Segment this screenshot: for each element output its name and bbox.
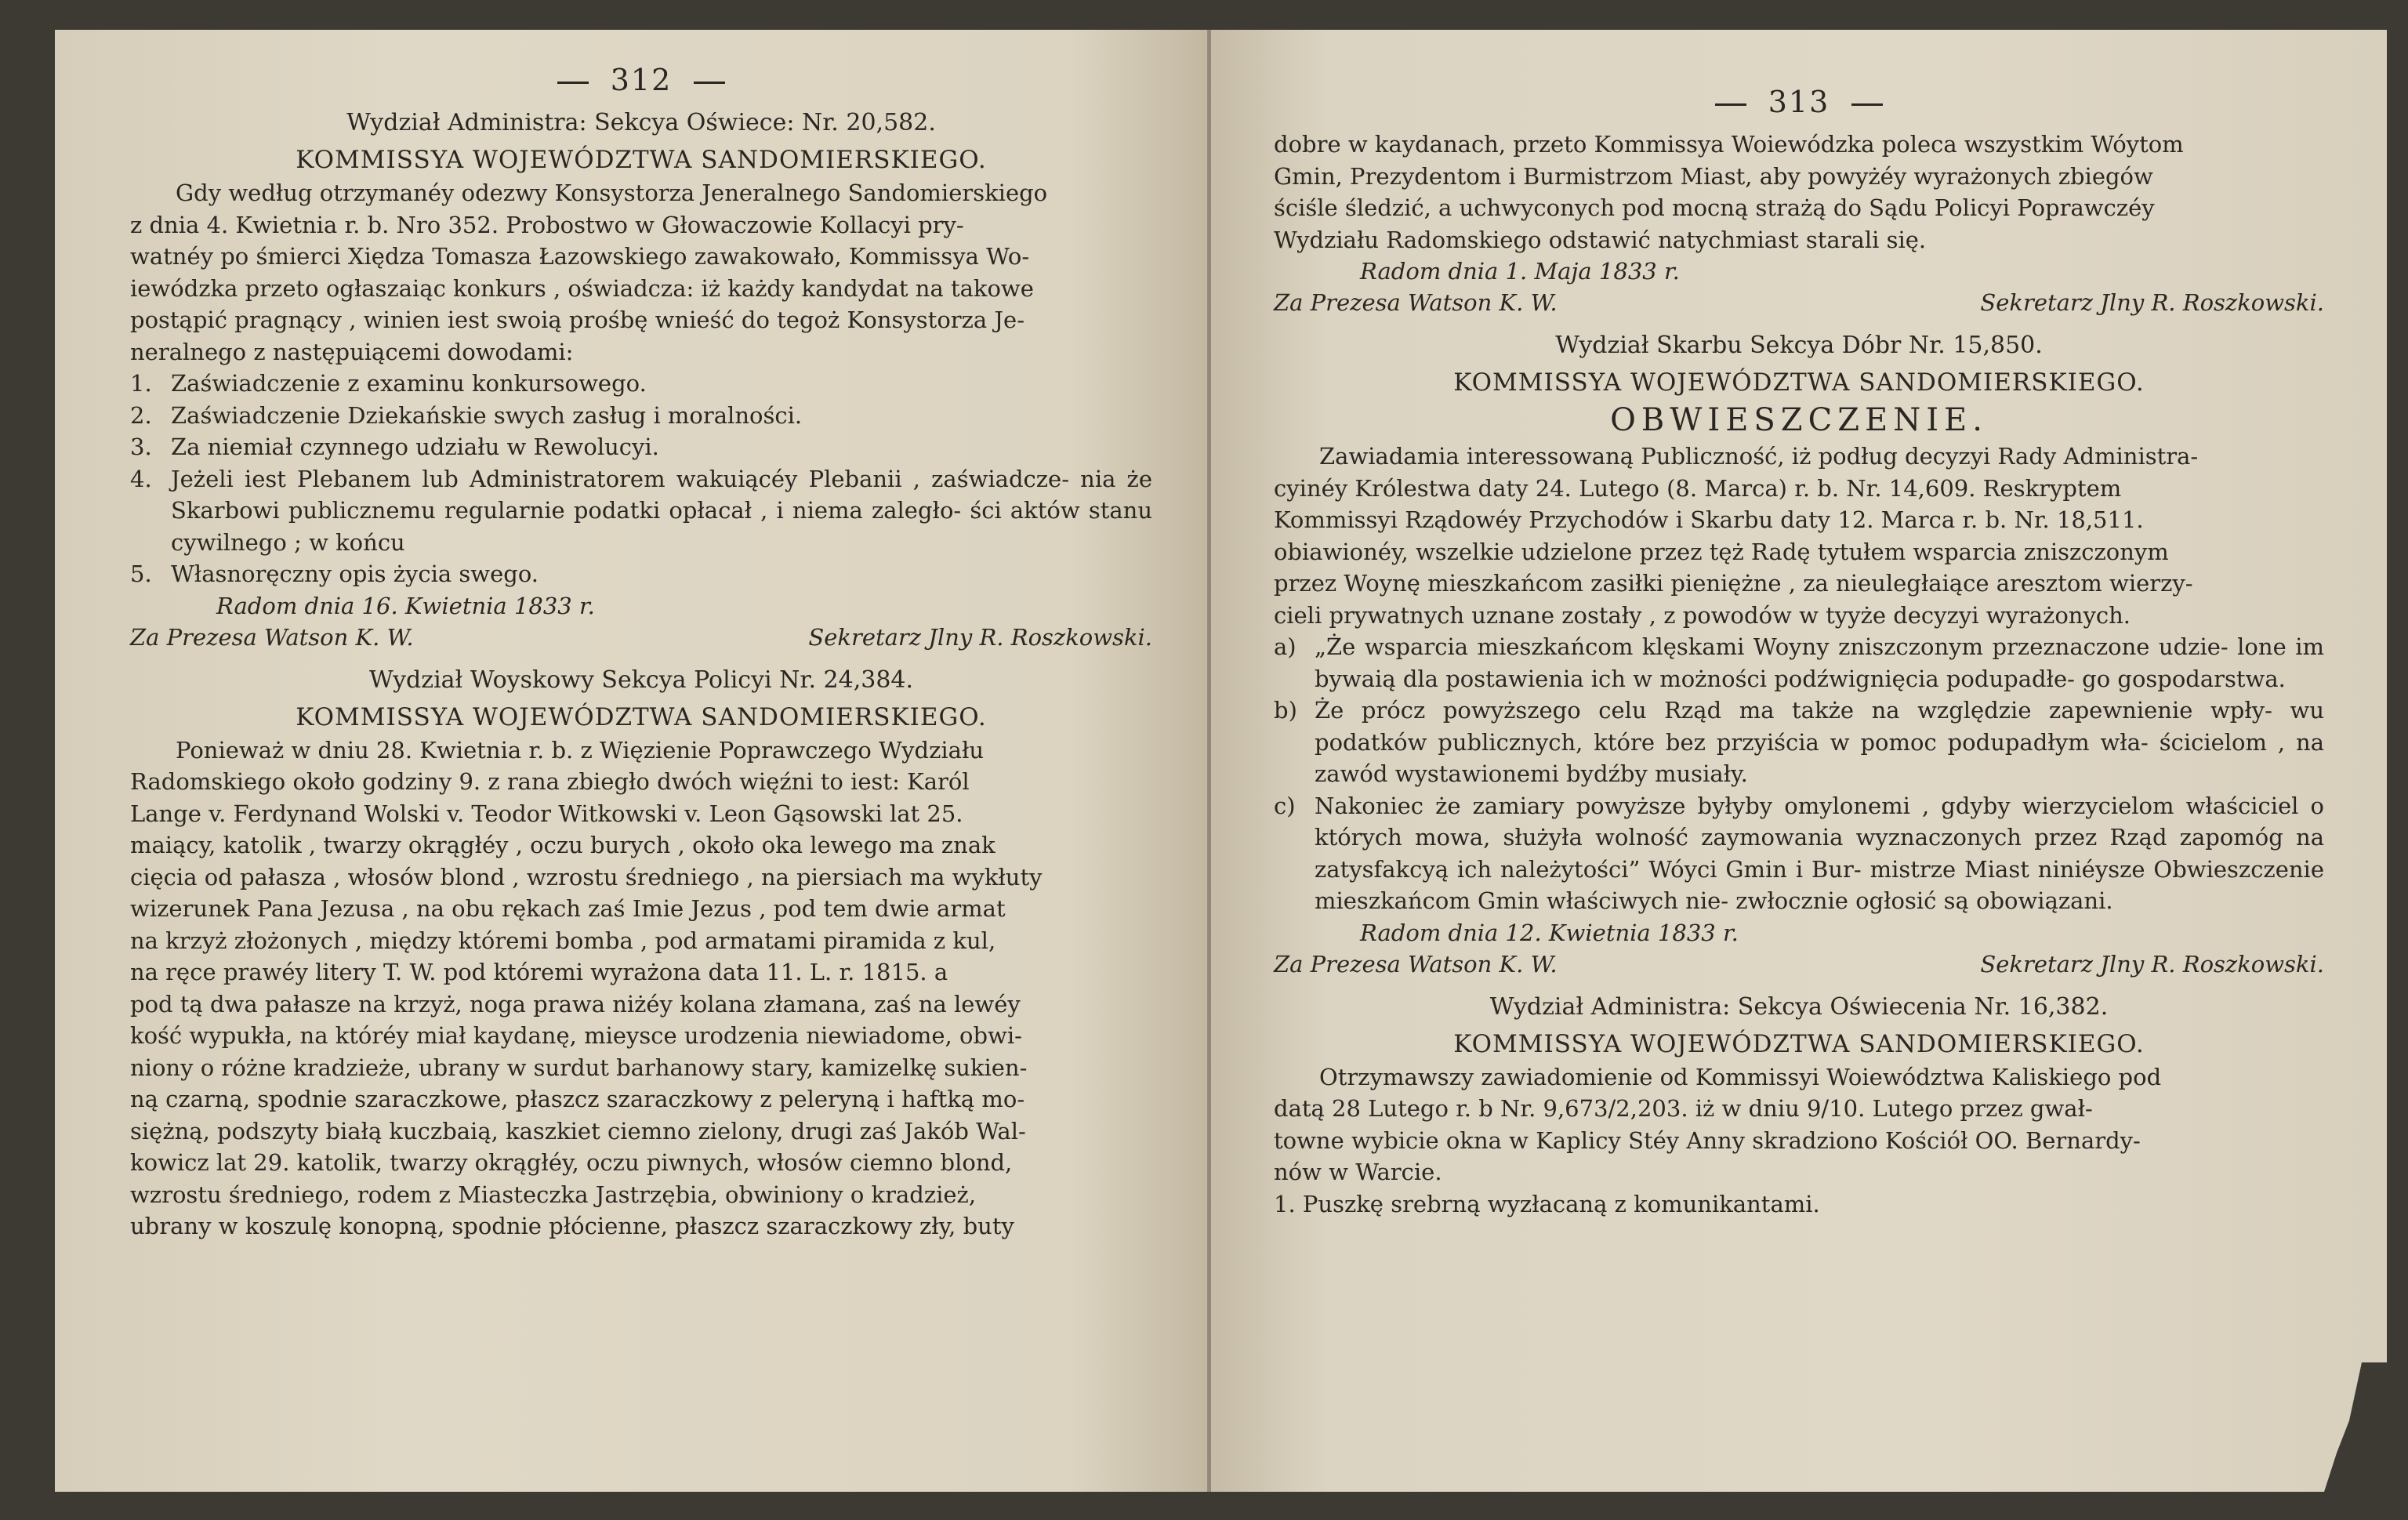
notice-paragraph: Otrzymawszy zawiadomienie od Kommissyi Woiewództwa Kaliskiego pod datą 28 Lutego r. b Nr. 9,673/2,203. iż w dniu 9/10. Lutego przez gwał- towne wybicie okna w Kaplicy Stéy Anny skradziono Kościół OO. Bernardy- nów w Warcie. 1. Puszkę srebrną wyzłacaną z komunikantami. bbox=[1274, 1061, 2324, 1221]
list-item: 1. Puszkę srebrną wyzłacaną z komunikantami. bbox=[1274, 1190, 1820, 1217]
page-number-right: 313 bbox=[1274, 85, 2324, 119]
signature-president: Za Prezesa Watson K. W. bbox=[1274, 289, 1558, 316]
list-item: c) Nakoniec że zamiary powyższe byłyby omylonemi , gdyby wierzycielom właściciel o których mowa, służyła wolność zaymowania wyznaczonych przez Rząd zapomóg na zatysfakcyą ich należytości” Wóyci Gmin i Bur- mistrze Miast niniéysze Obwieszczenie mieszkańcom Gmin właściwych nie- zwłocznie ogłosić są obowiązani. bbox=[1274, 792, 2324, 914]
office-header: Wydział Skarbu Sekcya Dóbr Nr. 15,850. bbox=[1555, 332, 2043, 359]
torn-page-corner bbox=[2324, 1362, 2387, 1492]
book-spread bbox=[55, 30, 2387, 1492]
signature-secretary: Sekretarz Jlny R. Roszkowski. bbox=[1980, 950, 2324, 978]
date-line: Radom dnia 12. Kwietnia 1833 r. bbox=[1360, 919, 1739, 946]
list-item: a) „Że wsparcia mieszkańcom klęskami Woyny zniszczonym przeznaczone udzie- lone im bywaią dla postawienia ich w możności podźwignięcia podupadłe- go gospodarstwa. bbox=[1274, 633, 2324, 692]
commission-header: KOMMISSYA WOJEWÓDZTWA SANDOMIERSKIEGO. bbox=[296, 146, 987, 174]
right-page bbox=[1211, 30, 2387, 1492]
date-line: Radom dnia 1. Maja 1833 r. bbox=[1360, 258, 1680, 285]
signature-line bbox=[1274, 287, 2324, 318]
left-page bbox=[55, 30, 1207, 1492]
notice-paragraph: Gdy według otrzymanéy odezwy Konsystorza Jeneralnego Sandomierskiego z dnia 4. Kwietnia r. b. Nro 352. Probostwo w Głowaczowie Kollacyi pry- watnéy po śmierci Xiędza Tomasza Łazowskiego zawakowało, Kommissya Wo- iewódzka przeto ogłaszaiąc konkurs , oświadcza: iż każdy kandydat na takowe postąpić pragnący , winien iest swoią prośbę wnieść do tegoż Konsystorza Je- neralnego z następuiącemi dowodami: bbox=[130, 180, 1048, 365]
reasons-list bbox=[1274, 631, 2324, 917]
list-item: 5. Własnoręczny opis życia swego. bbox=[130, 560, 539, 587]
notice-paragraph: Zawiadamia interessowaną Publiczność, iż podług decyzyi Rady Administra- cyinéy Królestwa daty 24. Lutego (8. Marca) r. b. Nr. 14,609. Reskryptem Kommissyi Rządowéy Przychodów i Skarbu daty 12. Marca r. b. Nr. 18,511. obiawionéy, wszelkie udzielone przez tęż Radę tytułem wsparcia zniszczonym przez Woynę mieszkańcom zasiłki pieniężne , za nieuległaiące aresztom wierzy- cieli prywatnych uznane zostały , z powodów w tyyże decyzyi wyrażonych. bbox=[1274, 443, 2199, 629]
list-item: 4. Jeżeli iest Plebanem lub Administratorem wakuiącéy Plebanii , zaświadcze- nia że Skarbowi publicznemu regularnie podatki opłacał , i niema zaległo- ści aktów stanu cywilnego ; w końcu bbox=[130, 465, 1152, 556]
list-item: 3. Za niemiał czynnego udziału w Rewolucyi. bbox=[130, 434, 659, 460]
office-header: Wydział Administra: Sekcya Oświecenia Nr. 16,382. bbox=[1489, 992, 2109, 1021]
signature-secretary: Sekretarz Jlny R. Roszkowski. bbox=[808, 623, 1152, 651]
signature-president: Za Prezesa Watson K. W. bbox=[1274, 950, 1558, 978]
notice-paragraph: Ponieważ w dniu 28. Kwietnia r. b. z Więzienie Poprawczego Wydziału Radomskiego około godziny 9. z rana zbiegło dwóch więźni to iest: Karól Lange v. Ferdynand Wolski v. Teodor Witkowski v. Leon Gąsowski lat 25. maiący, katolik , twarzy okrągłéy , oczu burych , około oka lewego ma znak cięcia od pałasza , włosów blond , wzrostu średniego , na piersiach ma wykłuty wizerunek Pana Jezusa , na obu rękach zaś Imie Jezus , pod tem dwie armat na krzyż złożonych , między któremi bomba , pod armatami piramida z kul, na ręce prawéy litery T. W. pod któremi wyrażona data 11. L. r. 1815. a pod tą dwa pałasze na krzyż, noga prawa niżéy kolana złamana, zaś na lewéy kość wypukła, na któréy miał kaydanę, mieysce urodzenia niewiadome, obwi- niony o różne kradzieże, ubrany w surdut barhanowy stary, kamizelkę sukien- ną czarną, spodnie szaraczkowe, płaszcz szaraczkowy z peleryną i haftką mo- siężną, podszyty białą kuczbaią, kaszkiet ciemno zielony, drugi zaś Jakób Wal- kowicz lat 29. katolik, twarzy okrągłéy, oczu piwnych, włosów ciemno blond, wzrostu średniego, rodem z Miasteczka Jastrzębia, obwiniony o kradzież, ubrany w koszulę konopną, spodnie płócienne, płaszcz szaraczkowy zły, buty bbox=[130, 736, 1043, 1239]
office-header: Wydział Administra: Sekcya Oświece: Nr. 20,582. bbox=[346, 109, 936, 136]
list-item: 1. Zaświadczenie z examinu konkursowego. bbox=[130, 370, 647, 397]
commission-header: KOMMISSYA WOJEWÓDZTWA SANDOMIERSKIEGO. bbox=[1453, 368, 2145, 397]
commission-header: KOMMISSYA WOJEWÓDZTWA SANDOMIERSKIEGO. bbox=[1453, 1029, 2145, 1058]
office-header: Wydział Woyskowy Sekcya Policyi Nr. 24,384. bbox=[368, 666, 914, 694]
list-item: 2. Zaświadczenie Dziekańskie swych zasług i moralności. bbox=[130, 401, 803, 429]
signature-line bbox=[130, 622, 1152, 653]
requirements-list bbox=[130, 368, 1152, 590]
commission-header: KOMMISSYA WOJEWÓDZTWA SANDOMIERSKIEGO. bbox=[296, 702, 987, 731]
date-line: Radom dnia 16. Kwietnia 1833 r. bbox=[216, 592, 595, 619]
page-number-left: 312 bbox=[130, 63, 1152, 97]
notice-paragraph: dobre w kaydanach, przeto Kommissya Woiewódzka poleca wszystkim Wóytom Gmin, Prezydentom i Burmistrzom Miast, aby powyżéy wyrażonych zbiegów ściśle śledzić, a uchwyconych pod mocną strażą do Sądu Policyi Poprawczéy Wydziału Radomskiego odstawić natychmiast starali się. bbox=[1274, 131, 2184, 253]
signature-line bbox=[1274, 949, 2324, 980]
signature-secretary: Sekretarz Jlny R. Roszkowski. bbox=[1980, 289, 2324, 316]
list-item: b) Że prócz powyższego celu Rząd ma także na względzie zapewnienie wpły- wu podatków publicznych, które bez przyiścia w pomoc podupadłym wła- ścicielom , na zawód wystawionemi bydźby musiały. bbox=[1274, 697, 2324, 787]
notice-title: OBWIESZCZENIE. bbox=[1610, 402, 1988, 438]
signature-president: Za Prezesa Watson K. W. bbox=[130, 623, 414, 651]
